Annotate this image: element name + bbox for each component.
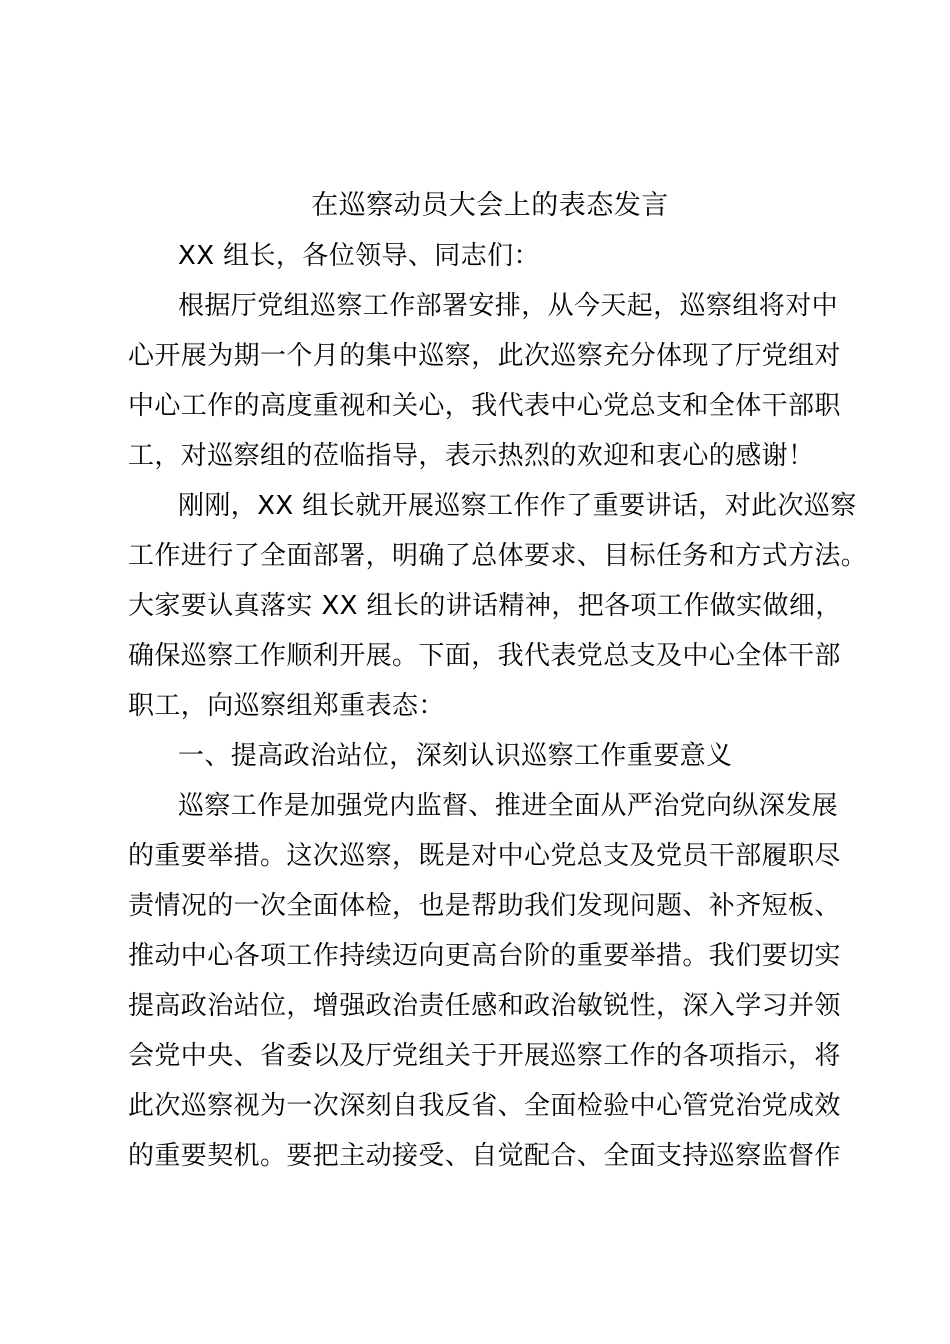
paragraph-line: 责情况的一次全面体检，也是帮助我们发现问题、补齐短板、 bbox=[128, 891, 841, 921]
paragraph-line: 推动中心各项工作持续迈向更高台阶的重要举措。我们要切实 bbox=[128, 941, 841, 971]
paragraph-line: 刚刚，XX 组长就开展巡察工作作了重要讲话，对此次巡察 bbox=[178, 491, 857, 521]
paragraph-line: 的重要契机。要把主动接受、自觉配合、全面支持巡察监督作 bbox=[128, 1141, 841, 1171]
paragraph-line: 工，对巡察组的莅临指导，表示热烈的欢迎和衷心的感谢！ bbox=[128, 441, 815, 471]
document-title: 在巡察动员大会上的表态发言 bbox=[311, 190, 669, 221]
paragraph-line: 提高政治站位，增强政治责任感和政治敏锐性，深入学习并领 bbox=[128, 991, 841, 1021]
paragraph-line: 职工，向巡察组郑重表态： bbox=[128, 691, 445, 721]
section-heading: 一、提高政治站位，深刻认识巡察工作重要意义 bbox=[178, 741, 733, 771]
paragraph-line: 巡察工作是加强党内监督、推进全面从严治党向纵深发展 bbox=[178, 791, 839, 821]
paragraph-line: 的重要举措。这次巡察，既是对中心党总支及党员干部履职尽 bbox=[128, 841, 841, 871]
paragraph-line: 确保巡察工作顺利开展。下面，我代表党总支及中心全体干部 bbox=[128, 641, 841, 671]
paragraph-line: 大家要认真落实 XX 组长的讲话精神，把各项工作做实做细， bbox=[128, 591, 842, 621]
paragraph-line: 中心工作的高度重视和关心，我代表中心党总支和全体干部职 bbox=[128, 391, 841, 421]
paragraph-line: 根据厅党组巡察工作部署安排，从今天起，巡察组将对中 bbox=[178, 291, 839, 321]
paragraph-line: 此次巡察视为一次深刻自我反省、全面检验中心管党治党成效 bbox=[128, 1091, 841, 1121]
paragraph-line: 心开展为期一个月的集中巡察，此次巡察充分体现了厅党组对 bbox=[128, 341, 841, 371]
salutation: XX 组长，各位领导、同志们： bbox=[178, 241, 540, 271]
paragraph-line: 会党中央、省委以及厅党组关于开展巡察工作的各项指示，将 bbox=[128, 1041, 841, 1071]
paragraph-line: 工作进行了全面部署，明确了总体要求、目标任务和方式方法。 bbox=[128, 541, 868, 571]
